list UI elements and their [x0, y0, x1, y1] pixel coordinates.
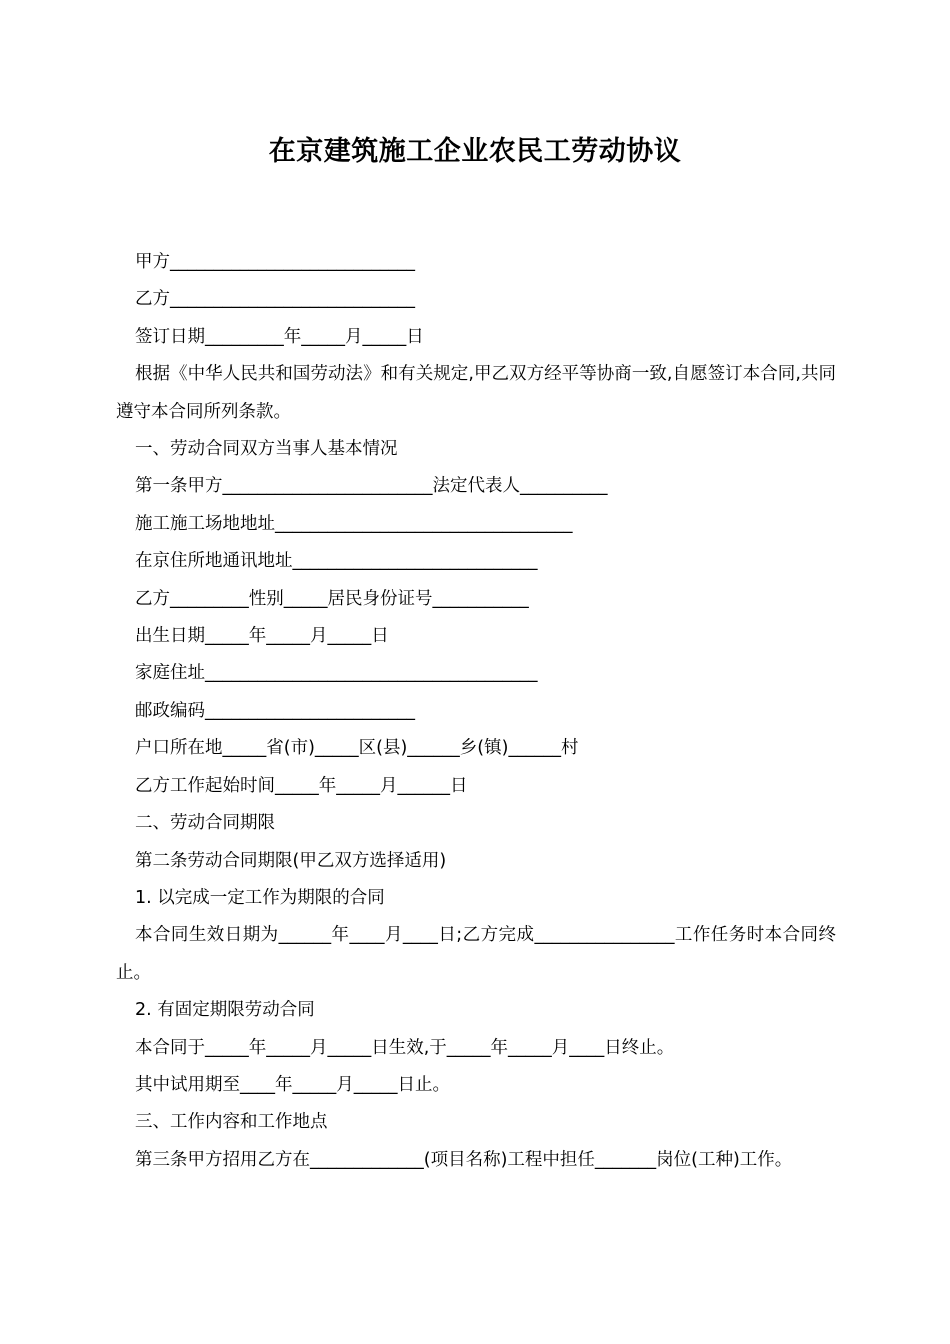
- preamble-paragraph: 根据《中华人民共和国劳动法》和有关规定,甲乙双方经平等协商一致,自愿签订本合同,共同遵守本合同所列条款。: [116, 364, 836, 422]
- section-heading-1: 一、劳动合同双方当事人基本情况: [135, 439, 398, 460]
- article-1-line: 第一条甲方________________________法定代表人__________: [135, 476, 608, 497]
- party-a-line: 甲方____________________________: [135, 252, 415, 272]
- work-start-date-line: 乙方工作起始时间_____年_____月______日: [135, 775, 468, 796]
- probation-line: 其中试用期至____年_____月_____日止。: [135, 1074, 450, 1095]
- postal-code-line: 邮政编码________________________: [135, 700, 415, 721]
- signing-date-line: 签订日期_________年_____月_____日: [135, 326, 424, 347]
- article-2-line: 第二条劳动合同期限(甲乙双方选择适用): [135, 850, 447, 871]
- option-1-heading: 1. 以完成一定工作为期限的合同: [135, 887, 385, 908]
- document-title: 在京建筑施工企业农民工劳动协议: [268, 136, 682, 167]
- site-address-line: 施工施工场地地址__________________________________: [135, 513, 573, 534]
- household-registration-line: 户口所在地_____省(市)_____区(县)______乡(镇)______村: [135, 738, 579, 759]
- option-2-heading: 2. 有固定期限劳动合同: [135, 1000, 315, 1021]
- home-address-line: 家庭住址______________________________________: [135, 663, 538, 684]
- document-body: [116, 244, 836, 1179]
- birth-date-line: 出生日期_____年_____月_____日: [135, 626, 389, 647]
- section-heading-2: 二、劳动合同期限: [135, 813, 275, 834]
- option-1-paragraph: 本合同生效日期为______年____月____日;乙方完成________________工作任务时本合同终止。: [116, 925, 836, 983]
- party-b-info-line: 乙方_________性别_____居民身份证号___________: [135, 588, 529, 609]
- beijing-address-line: 在京住所地通讯地址____________________________: [135, 551, 538, 572]
- option-2-term-line: 本合同于_____年_____月_____日生效,于_____年_____月____日终止。: [135, 1037, 675, 1058]
- party-b-line: 乙方____________________________: [135, 289, 415, 310]
- article-3-paragraph: 第三条甲方招用乙方在_____________(项目名称)工程中担任_______岗位(工种)工作。: [135, 1149, 793, 1170]
- section-heading-3: 三、工作内容和工作地点: [135, 1112, 328, 1133]
